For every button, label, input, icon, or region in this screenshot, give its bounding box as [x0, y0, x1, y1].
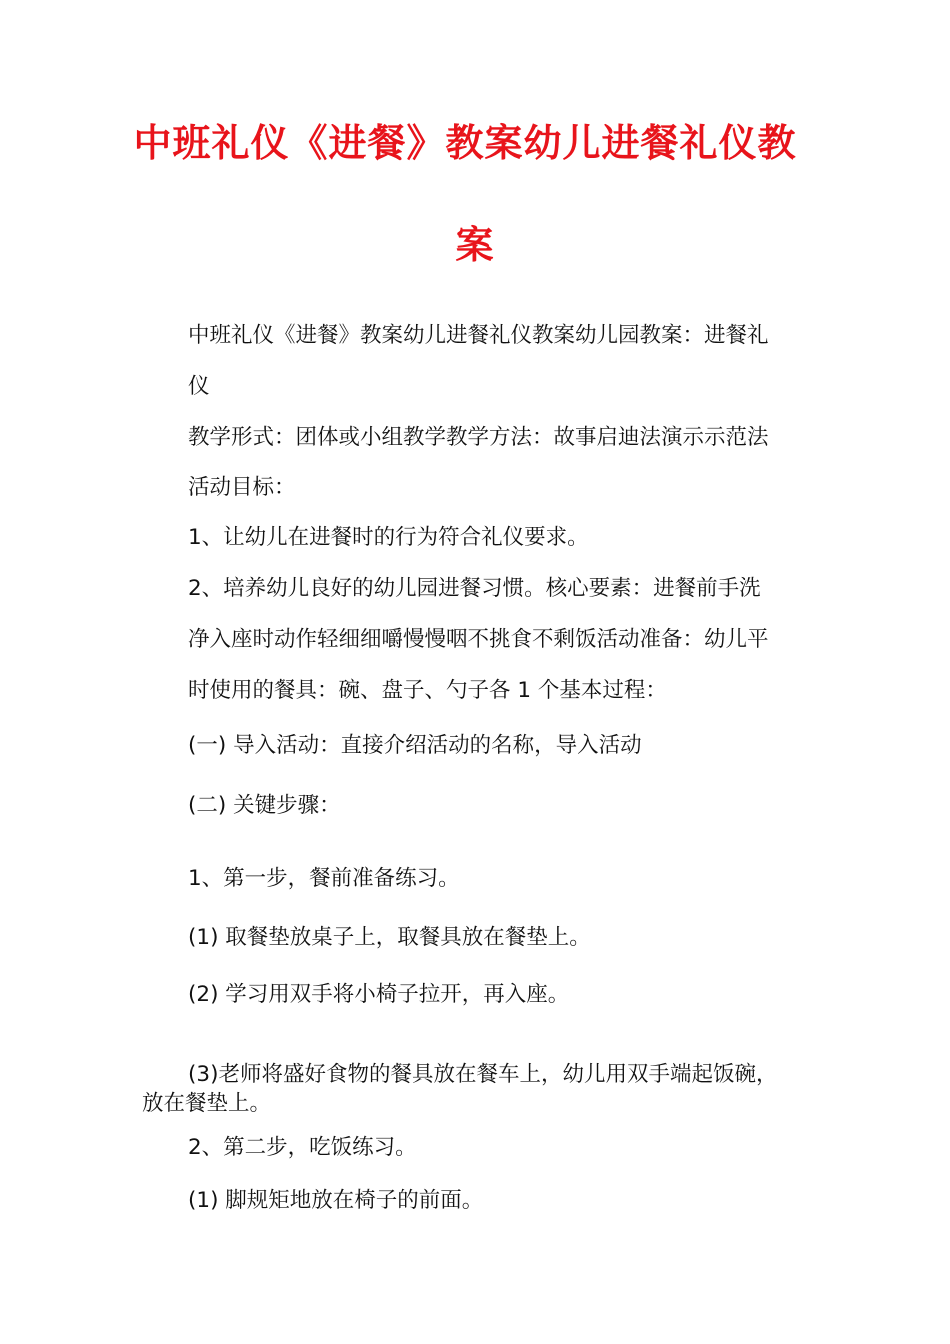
section-one-heading: (一) 导入活动：直接介绍活动的名称，导入活动 [188, 733, 642, 758]
intro-paragraph-line-1: 中班礼仪《进餐》教案幼儿进餐礼仪教案幼儿园教案：进餐礼 [188, 323, 769, 348]
step-one-item-1: (1) 取餐垫放桌子上，取餐具放在餐垫上。 [188, 925, 591, 950]
section-two-heading: (二) 关键步骤： [188, 793, 341, 818]
goal-item-2-line-2: 净入座时动作轻细细嚼慢慢咽不挑食不剩饭活动准备：幼儿平 [188, 627, 769, 652]
step-one-item-3-line-1: (3)老师将盛好食物的餐具放在餐车上，幼儿用双手端起饭碗， [188, 1062, 778, 1087]
goal-item-2-line-3: 时使用的餐具：碗、盘子、勺子各 1 个基本过程： [188, 678, 667, 703]
document-title-line-1: 中班礼仪《进餐》教案幼儿进餐礼仪教 [133, 121, 797, 165]
goal-item-1: 1、让幼儿在进餐时的行为符合礼仪要求。 [188, 525, 589, 550]
step-one-item-3-line-2: 放在餐垫上。 [142, 1091, 272, 1116]
document-title-line-2: 案 [455, 223, 495, 267]
teaching-form-paragraph: 教学形式：团体或小组教学教学方法：故事启迪法演示示范法 [188, 425, 769, 450]
step-two-item-1: (1) 脚规矩地放在椅子的前面。 [188, 1188, 484, 1213]
goal-item-2-line-1: 2、培养幼儿良好的幼儿园进餐习惯。核心要素：进餐前手洗 [188, 576, 761, 601]
step-one-item-2: (2) 学习用双手将小椅子拉开，再入座。 [188, 982, 570, 1007]
step-two-heading: 2、第二步，吃饭练习。 [188, 1135, 417, 1160]
intro-paragraph-line-2: 仪 [188, 374, 210, 399]
step-one-heading: 1、第一步，餐前准备练习。 [188, 866, 460, 891]
goals-heading: 活动目标： [188, 475, 296, 500]
